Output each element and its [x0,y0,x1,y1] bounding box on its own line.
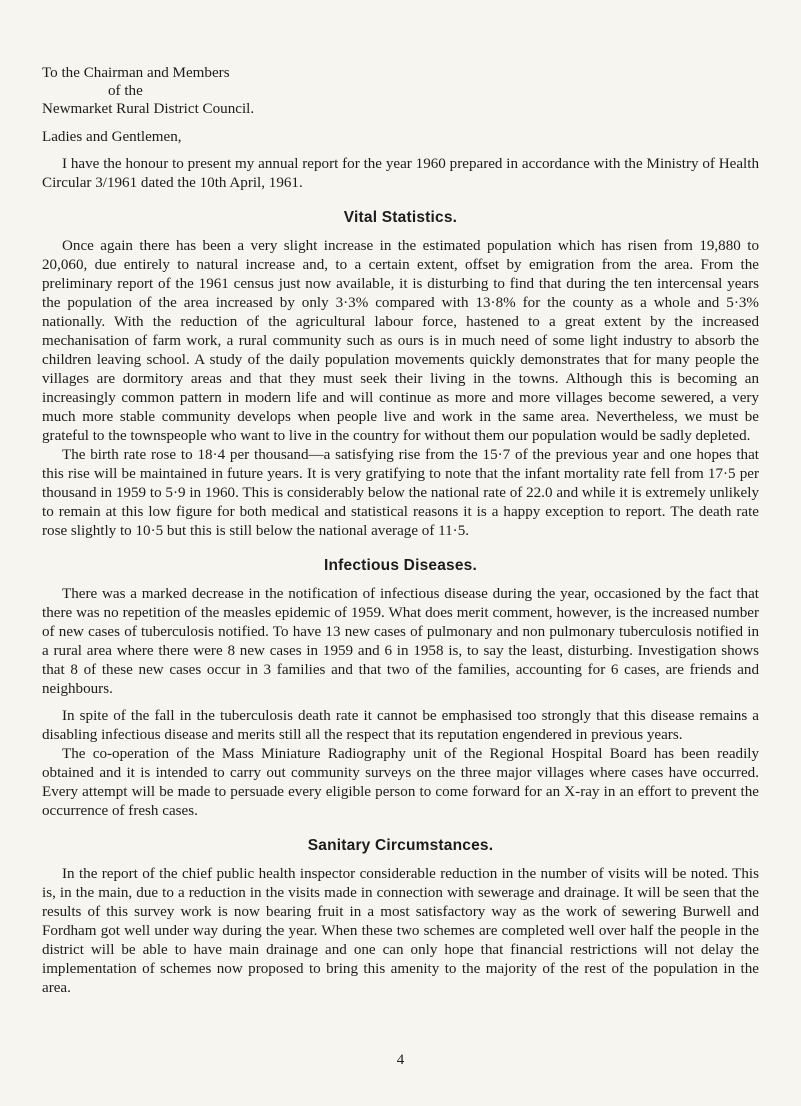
address-block [42,64,759,118]
infectious-paragraph-3: The co-operation of the Mass Miniature Radiography unit of the Regional Hospital Board has been readily obtained and it is intended to carry out community surveys on the three major villages where cases have occurred. Every attempt will be made to persuade every eligible person to come forward for an X-ray in an effort to prevent the occurrence of fresh cases. [42,746,759,819]
vital-paragraph-1: Once again there has been a very slight increase in the estimated population which has risen from 19,880 to 20,060, due entirely to natural increase and, to a certain extent, offset by emigration from the area. From the preliminary report of the 1961 census just now available, it is disturbing to find that during the ten intercensal years the population of the area increased by only 3·3% compared with 13·8% for the county as a whole and 5·3% nationally. With the reduction of the agricultural labour force, hastened to a great extent by the increased mechanisation of farm work, a rural community such as ours is in much need of some light industry to absorb the children leaving school. A study of the daily population movements quickly demonstrates that for many people the villages are dormitory areas and that they must seek their living in the towns. Although this is becoming an increasingly common pattern in modern life and will continue as more and more villages become sewered, a very much more stable community develops when people live and work in the same area. Nevertheless, we must be grateful to the townspeople who want to live in the country for without them our population would be sadly depleted. [42,238,759,444]
address-line-2: of the [108,83,143,99]
address-line-3: Newmarket Rural District Council. [42,101,255,117]
infectious-paragraph-2: In spite of the fall in the tuberculosis death rate it cannot be emphasised too strongly that this disease remains a disabling infectious disease and merits still all the respect that its reputation engendered in previous years. [42,708,759,743]
infectious-diseases-heading: Infectious Diseases. [323,557,478,574]
vital-statistics-heading: Vital Statistics. [343,209,458,226]
sanitary-circumstances-heading: Sanitary Circumstances. [307,837,494,854]
intro-paragraph: I have the honour to present my annual report for the year 1960 prepared in accordance with the Ministry of Health Circular 3/1961 dated the 10th April, 1961. [42,156,759,191]
address-line-1: To the Chairman and Members [42,65,230,81]
sanitary-paragraph-1: In the report of the chief public health inspector considerable reduction in the number of visits will be noted. This is, in the main, due to a reduction in the visits made in connection with sewerage and drainage. It will be seen that the results of this survey work is now bearing fruit in a most satisfactory way as the work of sewering Burwell and Fordham got well under way during the year. When these two schemes are completed well over half the people in the district will be able to have main drainage and one can only hope that financial restrictions will not delay the implementation of schemes now proposed to bring this amenity to the majority of the rest of the population in the area. [42,866,759,996]
vital-paragraph-2: The birth rate rose to 18·4 per thousand—a satisfying rise from the 15·7 of the previous year and one hopes that this rise will be maintained in future years. It is very gratifying to note that the infant mortality rate fell from 17·5 per thousand in 1959 to 5·9 in 1960. This is considerably below the national rate of 22.0 and while it is extremely unlikely to remain at this low figure for both medical and statistical reasons it is a happy exception to report. The death rate rose slightly to 10·5 but this is still below the national average of 11·5. [42,447,759,539]
page-number: 4 [396,1052,405,1068]
salutation: Ladies and Gentlemen, [42,129,182,145]
infectious-paragraph-1: There was a marked decrease in the notification of infectious disease during the year, occasioned by the fact that there was no repetition of the measles epidemic of 1959. What does merit comment, however, is the increased number of new cases of tuberculosis notified. To have 13 new cases of pulmonary and non pulmonary tuberculosis notified in a rural area where there were 8 new cases in 1959 and 6 in 1958 is, to say the least, disturbing. Investigation shows that 8 of these new cases occur in 3 families and that two of the families, accounting for 6 cases, are friends and neighbours. [42,586,759,697]
